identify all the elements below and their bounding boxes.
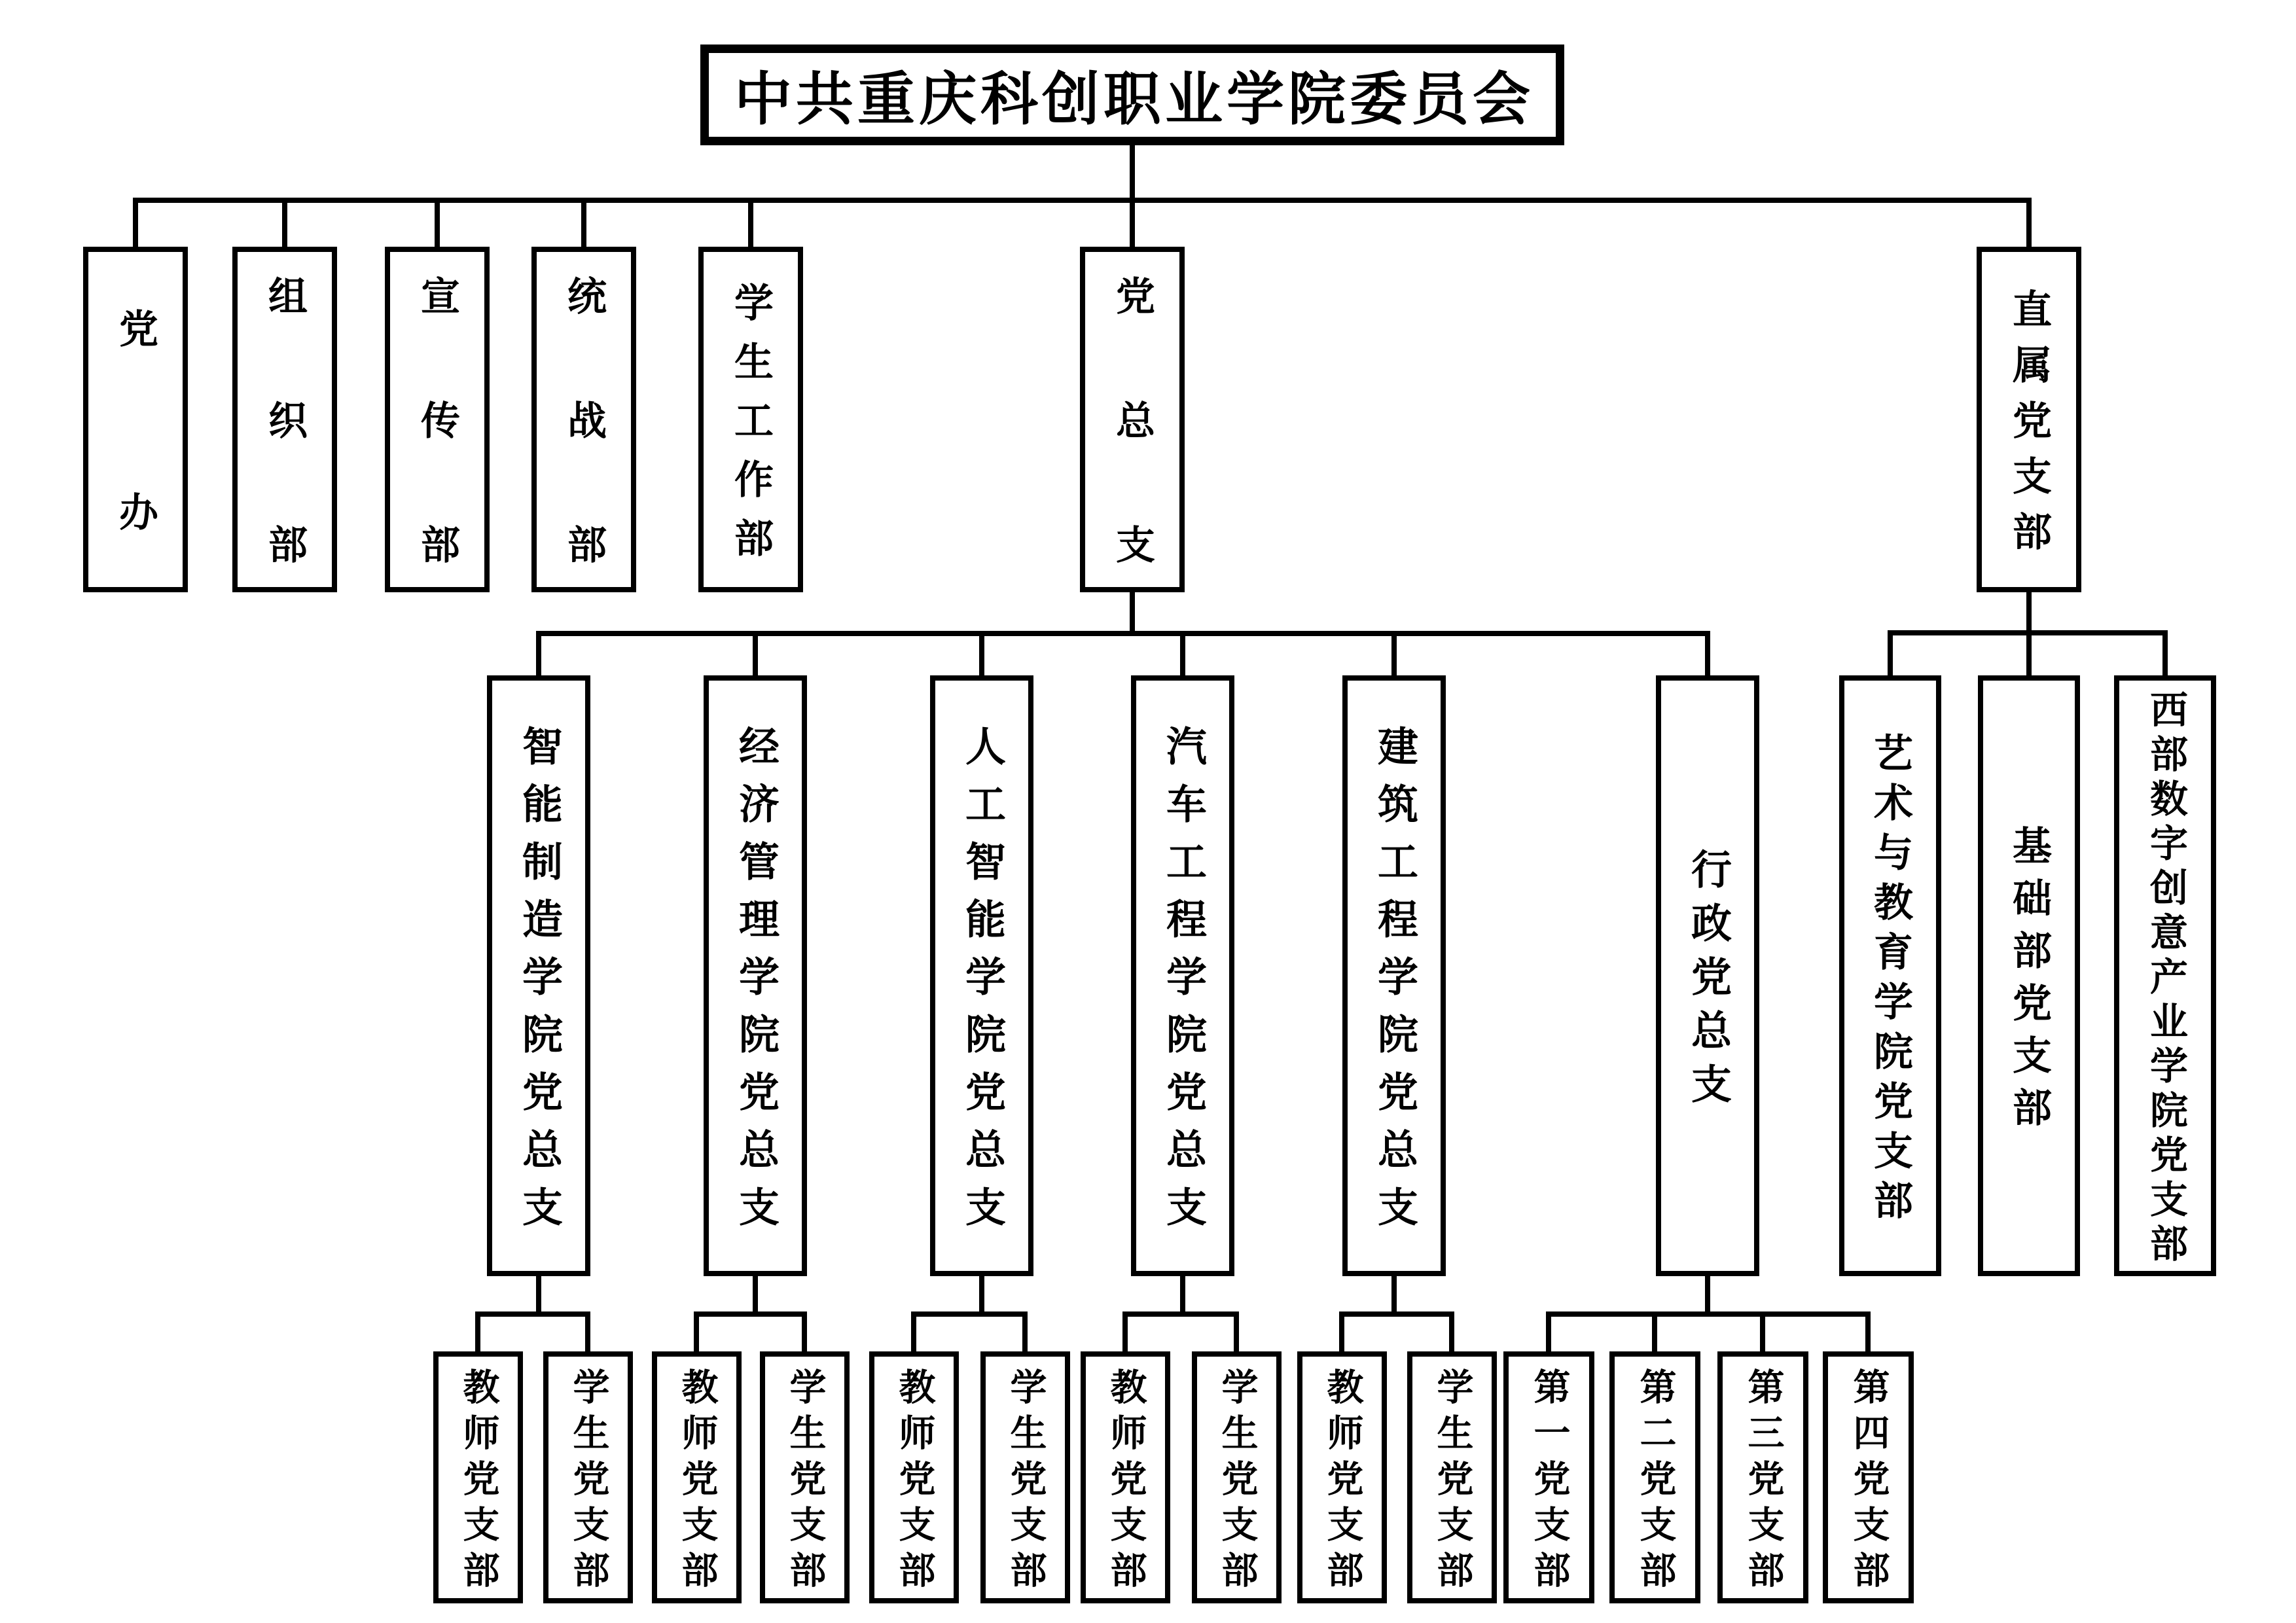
node-zhineng-zhizao xyxy=(487,675,590,1276)
node-jianzhu-student-branch xyxy=(1407,1351,1497,1603)
node-rengong-student-branch-label: 学生党支部 xyxy=(1005,1367,1046,1597)
connector-drop-xibu xyxy=(2162,630,2168,678)
connector-drop-jianzhu xyxy=(1391,631,1397,678)
node-xibu-shuzi xyxy=(2114,675,2216,1276)
node-jingji-student-branch-label: 学生党支部 xyxy=(784,1367,825,1597)
node-zhineng-student-branch-label: 学生党支部 xyxy=(567,1367,609,1597)
node-committee-label: 中共重庆科创职业学院委员会 xyxy=(734,69,1534,132)
node-qiche-gongcheng-label: 汽车工程学院党总支 xyxy=(1160,725,1205,1243)
connector-jianzhu-down xyxy=(1391,1276,1397,1317)
node-dangban-label: 党办 xyxy=(114,308,157,675)
node-branch-no1-label: 第一党支部 xyxy=(1528,1367,1570,1597)
node-xuanchuanbu-label: 宣传部 xyxy=(416,276,459,649)
node-branch-no2-label: 第二党支部 xyxy=(1634,1367,1676,1597)
node-qiche-teacher-branch xyxy=(1081,1351,1170,1603)
node-qiche-gongcheng xyxy=(1131,675,1234,1276)
node-jingji-guanli-label: 经济管理学院党总支 xyxy=(732,725,778,1243)
node-qiche-teacher-branch-label: 教师党支部 xyxy=(1105,1367,1146,1597)
connector-qiche-down xyxy=(1180,1276,1185,1317)
connector-drop-branch2 xyxy=(1652,1311,1657,1354)
connector-drop-jingji-student xyxy=(802,1311,807,1354)
connector-drop-jingji-teacher xyxy=(694,1311,699,1354)
node-rengong-zhineng xyxy=(930,675,1033,1276)
node-jianzhu-teacher-branch-label: 教师党支部 xyxy=(1321,1367,1363,1597)
connector-bus-level2 xyxy=(133,198,2032,203)
node-zhineng-teacher-branch xyxy=(433,1351,523,1603)
connector-drop-zhishudangzhibu xyxy=(2026,198,2032,249)
node-xueshenggongzuobu-label: 学生工作部 xyxy=(729,282,772,577)
node-zhineng-student-branch xyxy=(543,1351,633,1603)
connector-drop-zhineng xyxy=(536,631,541,678)
node-zuzhibu-label: 组织部 xyxy=(263,276,306,649)
node-jichubu xyxy=(1978,675,2080,1276)
node-jingji-teacher-branch-label: 教师党支部 xyxy=(676,1367,717,1597)
node-jichubu-label: 基础部党支部 xyxy=(2007,825,2051,1139)
connector-zhineng-down xyxy=(536,1276,541,1317)
connector-drop-rengong-student xyxy=(1022,1311,1028,1354)
node-yishu-jiaoyu-label: 艺术与教育学院党支部 xyxy=(1869,732,1912,1230)
node-tongzhanbu xyxy=(531,247,636,649)
node-jianzhu-student-branch-label: 学生党支部 xyxy=(1431,1367,1473,1597)
connector-title-drop xyxy=(1130,145,1135,247)
node-jingji-teacher-branch xyxy=(652,1351,742,1603)
connector-drop-zuzhibu xyxy=(282,198,287,249)
node-zhineng-zhizao-label: 智能制造学院党总支 xyxy=(516,725,561,1243)
connector-drop-zhineng-teacher xyxy=(475,1311,480,1354)
node-jianzhu-gongcheng-label: 建筑工程学院党总支 xyxy=(1371,725,1416,1243)
node-xingzheng xyxy=(1656,675,1759,1276)
node-committee xyxy=(700,45,1564,145)
connector-bus-rengong xyxy=(911,1311,1028,1317)
node-xuanchuanbu xyxy=(385,247,490,649)
node-jianzhu-teacher-branch xyxy=(1297,1351,1387,1603)
node-yishu-jiaoyu xyxy=(1839,675,1941,1276)
node-jingji-student-branch xyxy=(760,1351,850,1603)
connector-drop-zhineng-student xyxy=(585,1311,590,1354)
node-xingzheng-label: 行政党总支 xyxy=(1685,848,1730,1116)
node-dangzongzhi xyxy=(1080,247,1185,649)
connector-jingji-down xyxy=(753,1276,758,1317)
node-zhishudangzhibu xyxy=(1977,247,2081,592)
connector-rengong-down xyxy=(979,1276,984,1317)
connector-bus-xingzheng xyxy=(1546,1311,1871,1317)
connector-drop-dangban xyxy=(133,198,138,249)
node-branch-no4 xyxy=(1823,1351,1914,1603)
node-qiche-student-branch-label: 学生党支部 xyxy=(1216,1367,1257,1597)
connector-drop-jingji xyxy=(753,631,758,678)
connector-drop-jianzhu-teacher xyxy=(1339,1311,1344,1354)
node-rengong-teacher-branch-label: 教师党支部 xyxy=(893,1367,935,1597)
connector-bus-jianzhu xyxy=(1339,1311,1454,1317)
connector-drop-qiche-teacher xyxy=(1122,1311,1128,1354)
node-branch-no2 xyxy=(1609,1351,1700,1603)
connector-drop-branch4 xyxy=(1865,1311,1871,1354)
connector-drop-xingzheng xyxy=(1705,631,1710,678)
node-branch-no3 xyxy=(1717,1351,1808,1603)
connector-drop-xuanchuanbu xyxy=(435,198,440,249)
connector-drop-branch1 xyxy=(1546,1311,1551,1354)
connector-drop-branch3 xyxy=(1760,1311,1765,1354)
node-rengong-zhineng-label: 人工智能学院党总支 xyxy=(959,725,1004,1243)
connector-drop-yishu xyxy=(1888,630,1893,678)
node-xibu-shuzi-label: 西部数字创意产业学院党支部 xyxy=(2144,690,2187,1268)
connector-drop-jichu xyxy=(2026,630,2032,678)
connector-drop-qiche-student xyxy=(1234,1311,1239,1354)
connector-drop-qiche xyxy=(1180,631,1185,678)
node-jianzhu-gongcheng xyxy=(1342,675,1446,1276)
node-dangban xyxy=(83,247,188,675)
node-branch-no1 xyxy=(1503,1351,1594,1603)
node-rengong-student-branch xyxy=(980,1351,1070,1603)
connector-bus-jingji xyxy=(694,1311,807,1317)
node-dangzongzhi-label: 党总支 xyxy=(1111,276,1154,649)
node-zuzhibu xyxy=(232,247,337,649)
node-xueshenggongzuobu xyxy=(698,247,803,592)
node-branch-no3-label: 第三党支部 xyxy=(1742,1367,1784,1597)
node-branch-no4-label: 第四党支部 xyxy=(1848,1367,1889,1597)
connector-drop-rengong-teacher xyxy=(911,1311,916,1354)
connector-bus-zhineng xyxy=(475,1311,590,1317)
connector-drop-rengong xyxy=(979,631,984,678)
node-rengong-teacher-branch xyxy=(869,1351,959,1603)
connector-bus-qiche xyxy=(1122,1311,1239,1317)
connector-drop-xueshenggongzuobu xyxy=(748,198,753,249)
connector-xingzheng-down xyxy=(1705,1276,1710,1317)
connector-drop-jianzhu-student xyxy=(1449,1311,1454,1354)
connector-zhishu-down xyxy=(2026,592,2032,635)
node-zhishudangzhibu-label: 直属党支部 xyxy=(2007,289,2051,567)
node-jingji-guanli xyxy=(704,675,807,1276)
node-qiche-student-branch xyxy=(1192,1351,1282,1603)
node-zhineng-teacher-branch-label: 教师党支部 xyxy=(457,1367,499,1597)
node-tongzhanbu-label: 统战部 xyxy=(562,276,605,649)
connector-drop-tongzhanbu xyxy=(581,198,586,249)
